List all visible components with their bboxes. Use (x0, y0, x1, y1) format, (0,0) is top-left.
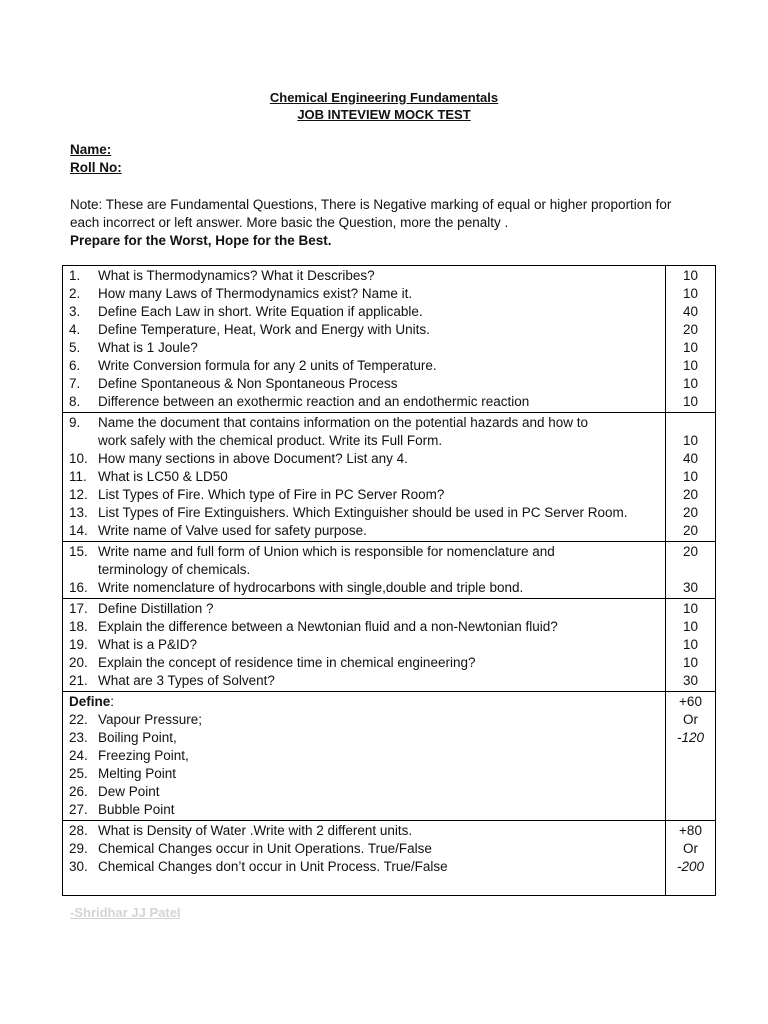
marks-negative: -200 (676, 859, 705, 874)
define-section (63, 691, 715, 820)
question-row (69, 357, 657, 375)
question-row (69, 858, 657, 876)
marks-or: Or (683, 712, 698, 727)
question-number: 2. (69, 286, 81, 301)
question-text: What are 3 Types of Solvent? (98, 673, 275, 688)
question-number: 27. (69, 802, 88, 817)
question-row (69, 321, 657, 339)
questions-column (63, 599, 666, 691)
questions-column (63, 542, 666, 598)
question-number: 13. (69, 505, 88, 520)
question-text: Name the document that contains information on the potential hazards and how to (98, 415, 589, 430)
question-marks: 10 (682, 655, 699, 670)
question-text: Explain the difference between a Newtonian fluid and a non-Newtonian fluid? (98, 619, 558, 634)
questions-column (63, 266, 666, 412)
question-marks: 10 (682, 286, 699, 301)
question-text: List Types of Fire Extinguishers. Which Extinguisher should be used in PC Server Room. (98, 505, 628, 520)
question-text: What is Density of Water .Write with 2 different units. (98, 823, 413, 838)
question-number: 12. (69, 487, 88, 502)
question-row-continuation (69, 432, 657, 450)
marks-or: Or (683, 841, 698, 856)
marks-negative: -120 (676, 730, 705, 745)
question-number: 5. (69, 340, 81, 355)
questions-column (63, 413, 666, 541)
question-number: 25. (69, 766, 88, 781)
question-row (69, 393, 657, 411)
question-marks: 10 (682, 433, 699, 448)
question-row (69, 618, 657, 636)
question-marks: 10 (682, 358, 699, 373)
question-marks: 30 (682, 580, 699, 595)
question-text: Define Each Law in short. Write Equation if applicable. (98, 304, 423, 319)
question-number: 6. (69, 358, 81, 373)
question-row-continuation (69, 561, 657, 579)
question-row (69, 285, 657, 303)
question-marks: 30 (682, 673, 699, 688)
question-row (69, 822, 657, 840)
question-text: What is 1 Joule? (98, 340, 198, 355)
question-number: 21. (69, 673, 88, 688)
question-marks: 10 (682, 394, 699, 409)
question-marks: 10 (682, 469, 699, 484)
question-section (63, 820, 715, 895)
question-number: 7. (69, 376, 81, 391)
question-text: Difference between an exothermic reaction and an endothermic reaction (98, 394, 530, 409)
question-number: 16. (69, 580, 88, 595)
question-number: 23. (69, 730, 88, 745)
question-row (69, 729, 657, 747)
question-row (69, 840, 657, 858)
question-number: 15. (69, 544, 88, 559)
question-number: 19. (69, 637, 88, 652)
question-row (69, 414, 657, 432)
question-row (69, 600, 657, 618)
question-marks: 10 (682, 637, 699, 652)
question-text: Chemical Changes don’t occur in Unit Process. True/False (98, 859, 448, 874)
roll-no-label: Roll No: (70, 160, 122, 175)
question-row (69, 801, 657, 819)
question-row (69, 303, 657, 321)
marks-column (666, 821, 715, 895)
question-text: How many Laws of Thermodynamics exist? Name it. (98, 286, 413, 301)
question-row (69, 468, 657, 486)
marks-positive: +80 (679, 823, 702, 838)
question-marks: 40 (682, 304, 699, 319)
question-text: How many sections in above Document? List any 4. (98, 451, 408, 466)
question-row (69, 747, 657, 765)
question-number: 10. (69, 451, 88, 466)
note-block (70, 196, 700, 250)
question-row (69, 375, 657, 393)
question-row (69, 765, 657, 783)
question-text: terminology of chemicals. (98, 562, 251, 577)
question-number: 28. (69, 823, 88, 838)
note-text: Note: These are Fundamental Questions, There is Negative marking of equal or higher proportion for each incorrect or left answer. More basic the Question, more the penalty . (70, 197, 672, 230)
question-number: 30. (69, 859, 88, 874)
question-marks: 20 (682, 544, 699, 559)
question-text: Write name and full form of Union which is responsible for nomenclature and (98, 544, 555, 559)
question-row (69, 672, 657, 690)
question-number: 17. (69, 601, 88, 616)
questions-column (63, 821, 666, 895)
question-text: Bubble Point (98, 802, 175, 817)
question-text: Explain the concept of residence time in chemical engineering? (98, 655, 476, 670)
author-signature: -Shridhar JJ Patel (70, 905, 181, 920)
question-section (63, 598, 715, 691)
question-text: work safely with the chemical product. Write its Full Form. (98, 433, 443, 448)
name-label: Name: (70, 142, 112, 157)
question-row (69, 504, 657, 522)
question-text: Chemical Changes occur in Unit Operations. True/False (98, 841, 432, 856)
question-text: What is LC50 & LD50 (98, 469, 228, 484)
question-text: Boiling Point, (98, 730, 177, 745)
question-marks: 10 (682, 268, 699, 283)
question-row (69, 636, 657, 654)
question-text: Define Temperature, Heat, Work and Energy with Units. (98, 322, 430, 337)
question-marks: 40 (682, 451, 699, 466)
question-row (69, 543, 657, 561)
note-motto: Prepare for the Worst, Hope for the Best. (70, 233, 332, 248)
question-number: 9. (69, 415, 81, 430)
question-marks: 10 (682, 601, 699, 616)
question-marks: 10 (682, 340, 699, 355)
question-number: 22. (69, 712, 88, 727)
question-text: What is Thermodynamics? What it Describes? (98, 268, 375, 283)
question-section (63, 412, 715, 541)
question-row (69, 579, 657, 597)
question-row (69, 522, 657, 540)
question-row (69, 267, 657, 285)
question-row (69, 486, 657, 504)
question-marks: 20 (682, 322, 699, 337)
question-number: 20. (69, 655, 88, 670)
question-text: Write nomenclature of hydrocarbons with single,double and triple bond. (98, 580, 524, 595)
marks-column (666, 599, 715, 691)
question-text: Vapour Pressure; (98, 712, 203, 727)
question-number: 4. (69, 322, 81, 337)
questions-table (62, 265, 716, 896)
question-number: 24. (69, 748, 88, 763)
question-row (69, 654, 657, 672)
document-subtitle: JOB INTEVIEW MOCK TEST (297, 107, 471, 122)
question-text: Write Conversion formula for any 2 units of Temperature. (98, 358, 437, 373)
marks-column (666, 692, 715, 820)
question-number: 26. (69, 784, 88, 799)
question-text: Define Spontaneous & Non Spontaneous Process (98, 376, 398, 391)
question-text: Define Distillation ? (98, 601, 214, 616)
question-marks: 20 (682, 523, 699, 538)
marks-positive: +60 (679, 694, 702, 709)
questions-column (63, 692, 666, 820)
marks-column (666, 413, 715, 541)
question-marks: 20 (682, 505, 699, 520)
question-number: 1. (69, 268, 81, 283)
question-marks: 20 (682, 487, 699, 502)
question-number: 11. (69, 469, 87, 484)
question-text: Write name of Valve used for safety purpose. (98, 523, 367, 538)
question-marks: 10 (682, 619, 699, 634)
question-number: 14. (69, 523, 88, 538)
question-row (69, 783, 657, 801)
question-text: Freezing Point, (98, 748, 189, 763)
question-text: List Types of Fire. Which type of Fire in PC Server Room? (98, 487, 445, 502)
question-text: Dew Point (98, 784, 160, 799)
question-section (63, 266, 715, 412)
question-number: 29. (69, 841, 88, 856)
question-row (69, 450, 657, 468)
question-row (69, 711, 657, 729)
question-number: 18. (69, 619, 88, 634)
marks-column (666, 266, 715, 412)
question-row (69, 339, 657, 357)
question-number: 8. (69, 394, 81, 409)
question-number: 3. (69, 304, 81, 319)
question-text: What is a P&ID? (98, 637, 198, 652)
define-heading: Define: (69, 694, 115, 709)
question-section (63, 541, 715, 598)
question-marks: 10 (682, 376, 699, 391)
marks-column (666, 542, 715, 598)
question-text: Melting Point (98, 766, 177, 781)
document-title: Chemical Engineering Fundamentals (269, 90, 499, 105)
